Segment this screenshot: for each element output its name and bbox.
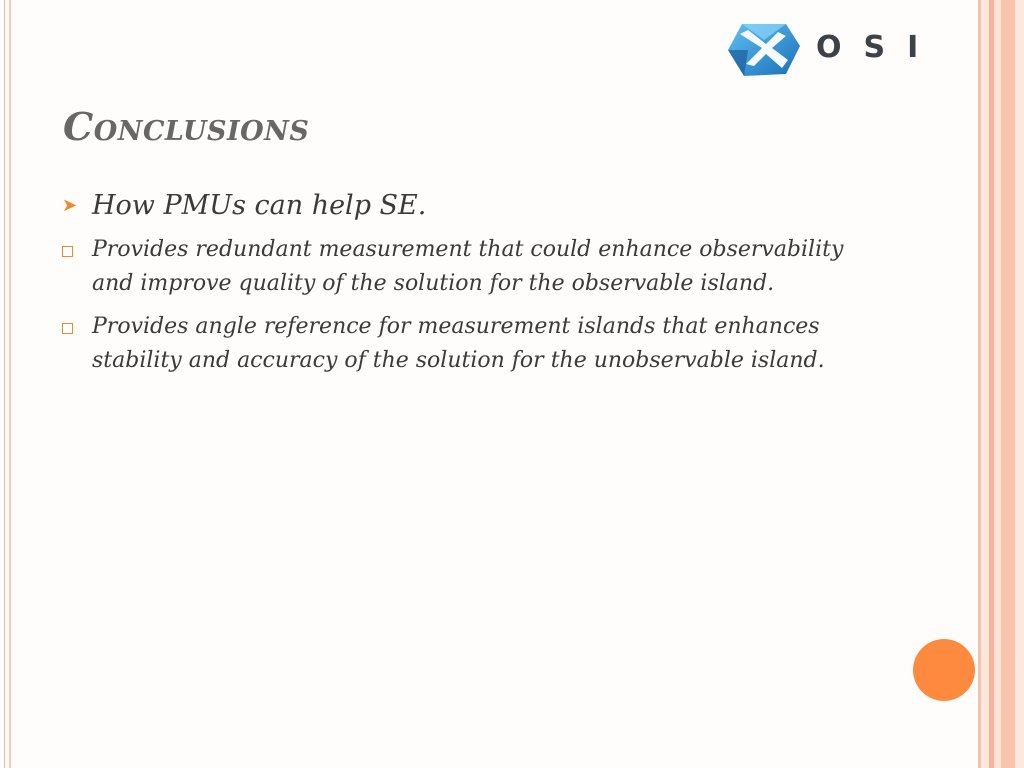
bullet-text: Provides angle reference for measurement islands that enhances stability and accuracy of the solution for the unobservable island. (92, 314, 825, 373)
osi-logo-icon (726, 20, 802, 80)
right-decor-stripe (1001, 0, 1015, 768)
osi-logo (726, 20, 941, 82)
bullet-item (60, 185, 860, 227)
bullet-item (60, 310, 860, 378)
bullet-text: Provides redundant measurement that could enhance observability and improve quality of the solution for the observable island. (92, 237, 844, 296)
bullet-list (60, 185, 860, 387)
bullet-item (60, 233, 860, 301)
slide-title: Conclusions (63, 104, 310, 149)
arrow-bullet-icon: ➤ (62, 195, 78, 216)
left-border-line (9, 0, 11, 768)
square-bullet-icon (62, 323, 73, 334)
orange-circle-decoration (913, 639, 975, 701)
bullet-text: How PMUs can help SE. (92, 190, 427, 221)
left-border-line (4, 0, 5, 768)
osi-logo-text: OSI (816, 30, 941, 65)
right-decor-stripe (981, 0, 989, 768)
square-bullet-icon (62, 246, 73, 257)
right-decor-stripe (1015, 0, 1024, 768)
right-decor-stripe (994, 0, 1001, 768)
